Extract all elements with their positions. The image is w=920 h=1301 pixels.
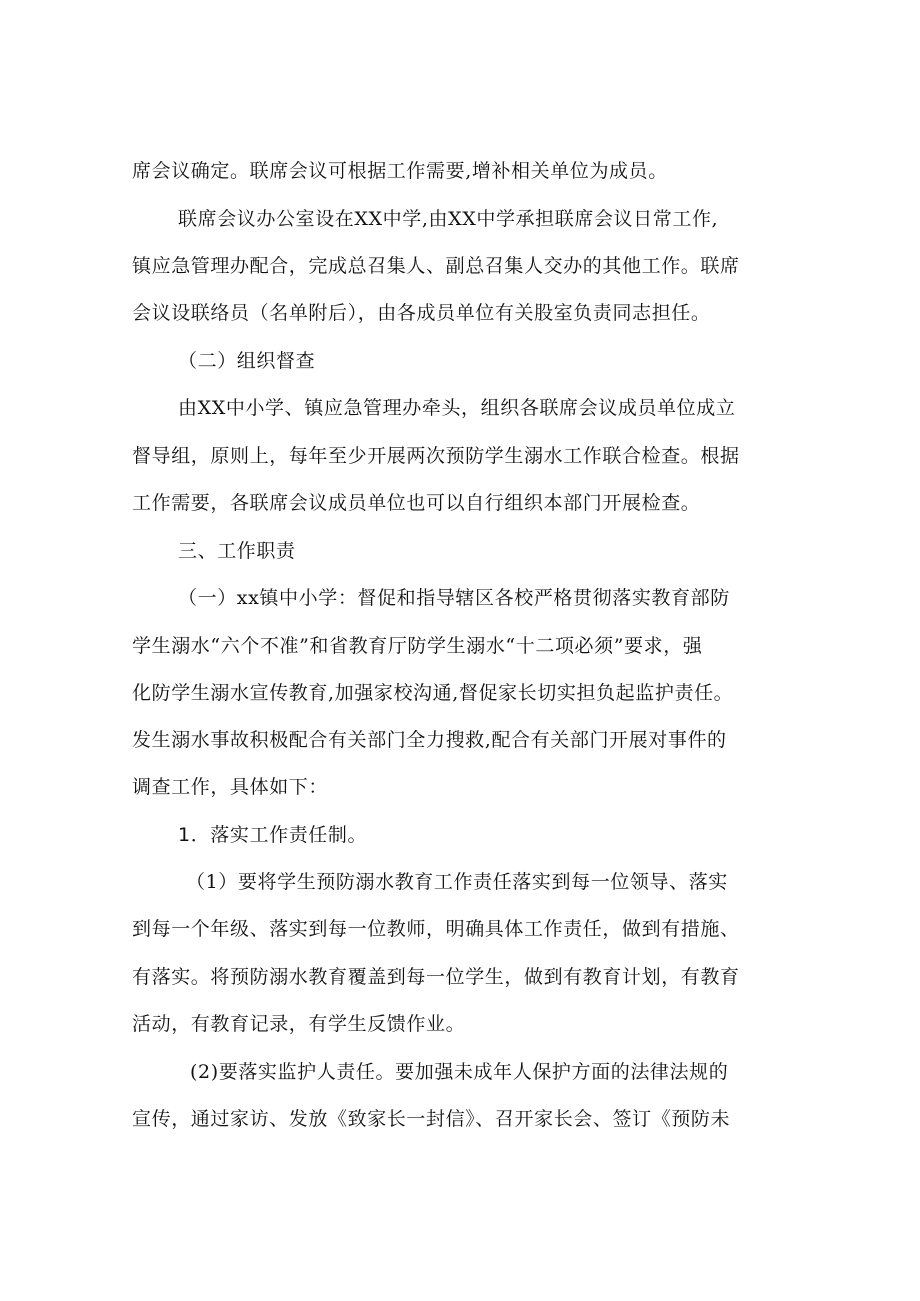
paragraph-line: 镇应急管理办配合，完成总召集人、副总召集人交办的其他工作。联席	[132, 255, 740, 277]
paragraph-line: 宣传，通过家访、发放《致家长一封信》、召开家长会、签订《预防未	[132, 1108, 731, 1130]
paragraph-line: 学生溺水“六个不准”和省教育厅防学生溺水“十二项必须”要求，强	[132, 635, 703, 657]
paragraph-line: （一）xx镇中小学：督促和指导辖区各校严格贯彻落实教育部防	[178, 587, 730, 609]
paragraph-line: 由XX中小学、镇应急管理办牵头，组织各联席会议成员单位成立	[178, 397, 736, 419]
paragraph-line: 调查工作，具体如下：	[132, 776, 329, 798]
paragraph-line: (2)要落实监护人责任。要加强未成年人保护方面的法律法规的	[190, 1061, 729, 1083]
paragraph-line: 工作需要，各联席会议成员单位也可以自行组织本部门开展检查。	[132, 492, 701, 514]
paragraph-line: 到每一个年级、落实到每一位教师，明确具体工作责任，做到有措施、	[132, 918, 740, 940]
paragraph-line: 化防学生溺水宣传教育,加强家校沟通,督促家长切实担负起监护责任。	[132, 682, 734, 704]
section-heading: （二）组织督查	[178, 350, 316, 372]
paragraph-line: （1）要将学生预防溺水教育工作责任落实到每一位领导、落实	[186, 871, 728, 893]
paragraph-line: 联席会议办公室设在XX中学,由XX中学承担联席会议日常工作,	[178, 208, 719, 230]
paragraph-line: 活动，有教育记录，有学生反馈作业。	[132, 1013, 466, 1035]
paragraph-line: 督导组，原则上，每年至少开展两次预防学生溺水工作联合检查。根据	[132, 445, 740, 467]
paragraph-line: 席会议确定。联席会议可根据工作需要,增补相关单位为成员。	[132, 160, 668, 182]
paragraph-line: 有落实。将预防溺水教育覆盖到每一位学生，做到有教育计划，有教育	[132, 966, 740, 988]
section-heading: 三、工作职责	[178, 540, 296, 562]
list-item: 1．落实工作责任制。	[178, 824, 368, 846]
paragraph-line: 发生溺水事故积极配合有关部门全力搜救,配合有关部门开展对事件的	[132, 729, 727, 751]
paragraph-line: 会议设联络员（名单附后），由各成员单位有关股室负责同志担任。	[132, 302, 711, 324]
